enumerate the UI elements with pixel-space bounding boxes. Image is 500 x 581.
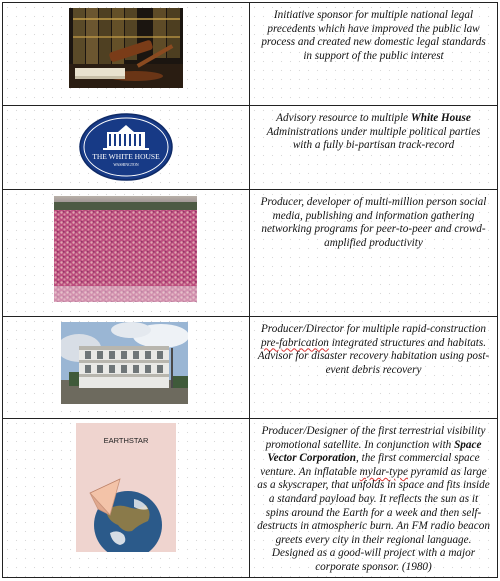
row-text: Producer, developer of multi-million person social media, publishing and information gathering networking programs for peer-to-peer and crowd-amplified productivity [260, 196, 487, 249]
law-books-gavel-photo [69, 8, 183, 88]
table-row [3, 3, 497, 106]
logo-subtitle: WASHINGTON [113, 163, 139, 167]
image-cell [3, 419, 250, 577]
earthstar-satellite-illustration [76, 423, 176, 552]
row-text: Advisory resource to multiple White House Administrations under multiple political parties with a fully bi-partisan track-record [266, 112, 481, 152]
table-row [3, 419, 497, 577]
crowd-photo [54, 196, 197, 302]
description-cell [250, 419, 497, 577]
image-cell [3, 317, 250, 418]
description-cell [250, 317, 497, 418]
table-row [3, 106, 497, 190]
image-cell [3, 190, 250, 316]
image-cell [3, 106, 250, 189]
building-construction-photo [61, 322, 188, 404]
row-text: Producer/Designer of the first terrestrial visibility promotional satellite. In conjunction with Space Vector Corporation, the first commercial space venture. An inflatable mylar-type pyramid as large as a skyscraper, that unfolds in space and fits inside a standard payload bay. It reflects the sun as it spins around the Earth for a week and then self-destructs in atmospheric burn. An FM radio beacon greets every city in their regional language. Designed as a good-will project with a major corporate sponsor. (1980) [257, 425, 490, 573]
description-cell [250, 106, 497, 189]
earthstar-label: EARTHSTAR [103, 436, 149, 445]
credentials-table [2, 2, 498, 578]
description-cell [250, 3, 497, 105]
table-row [3, 190, 497, 317]
table-row [3, 317, 497, 419]
image-cell [3, 3, 250, 105]
row-text: Initiative sponsor for multiple national legal precedents which have improved the public law process and created new domestic legal standards in support of the public interest [261, 9, 486, 62]
row-text: Producer/Director for multiple rapid-construction pre-fabrication integrated structures and habitats. Advisor for disaster recovery habitation using post-event debris recovery [257, 323, 490, 376]
description-cell [250, 190, 497, 316]
logo-title: THE WHITE HOUSE [92, 152, 160, 161]
white-house-seal [79, 112, 173, 182]
